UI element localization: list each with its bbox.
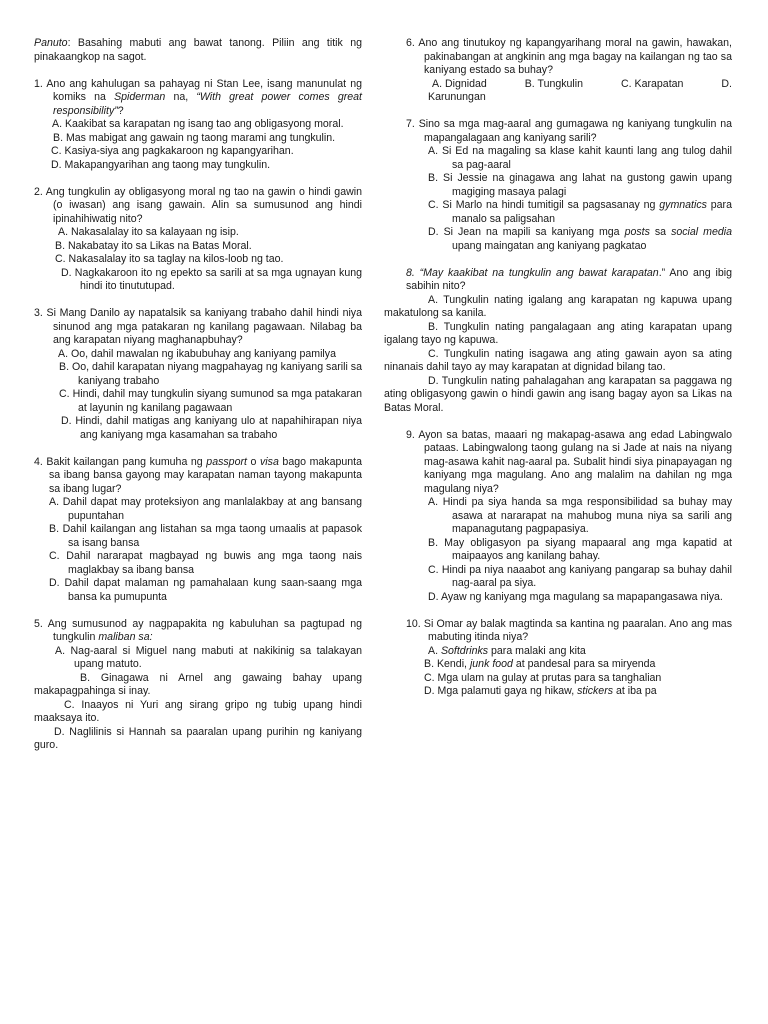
q7-c-em: gymnatics [659, 199, 707, 211]
question-7-stem: 7. Sino sa mga mag-aaral ang gumagawa ng kaniyang tungkulin na mapangalagaan ang kaniyang sarili? [406, 118, 732, 144]
q1-pre: 1. Ano ang kahulugan sa pahayag ni Stan Lee, isang manunulat ng komiks na [34, 77, 362, 103]
q1-quote: “With great power comes great responsibility” [53, 91, 362, 117]
question-2-stem: 2. Ang tungkulin ay obligasyong moral ng tao na gawin o hindi gawin (o iwasan) ang isang gawain. Alin sa sumusunod ang hindi ipinahihiwatig nito? [34, 185, 362, 225]
q9-option-b[interactable]: B. May obligasyon pa siyang mapaaral ang mga kapatid at maipaayos ang kanilang bahay. [428, 536, 732, 562]
q1-option-a[interactable]: A. Kaakibat sa karapatan ng isang tao ang obligasyong moral. [52, 118, 344, 130]
q8-option-c[interactable]: C. Tungkulin nating isagawa ang ating gawain ayon sa ating ninanais dahil tayo ay may karapatan at dignidad bilang tao. [384, 347, 732, 373]
question-9-stem: 9. Ayon sa batas, maaari ng makapag-asawa ang edad Labingwalo pataas. Labingwalong taong gulang na si Jade at nais na niyang mag-asawa kahit nag-aaral pa. Subalit hindi siya pinapayagan ng kaniyang mga magulang. Ano ang malalim na dahilan ng mga magulang niya? [406, 428, 732, 495]
q10-d-end: at iba pa [613, 685, 657, 697]
left-column [34, 37, 362, 766]
instructions-label: Panuto [34, 37, 68, 49]
q4-option-a[interactable]: A. Dahil dapat may proteksiyon ang manlalakbay at ang bansang pupuntahan [49, 496, 362, 522]
q1-end: ? [117, 104, 124, 117]
q2-option-a[interactable]: A. Nakasalalay ito sa kalayaan ng isip. [58, 226, 239, 238]
q5-option-b[interactable]: B. Ginagawa ni Arnel ang gawaing bahay upang makapagpahinga si inay. [34, 671, 362, 697]
question-4 [34, 456, 362, 605]
q10-d-pre: D. Mga palamuti gaya ng hikaw, [424, 685, 578, 697]
q1-option-d[interactable]: D. Makapangyarihan ang taong may tungkulin. [51, 158, 271, 171]
q1-option-b[interactable]: B. Mas mabigat ang gawain ng taong marami ang tungkulin. [53, 131, 336, 144]
q10-d-em: stickers [577, 685, 614, 697]
q4-mid: o [246, 455, 260, 468]
question-6-stem: 6. Ano ang tinutukoy ng kapangyarihang moral na gawin, hawakan, pakinabangan at angkinin ang mga bagay na kailangan ng tao sa kaniyang estado sa buhay? [406, 37, 732, 76]
q10-option-c[interactable]: C. Mga ulam na gulay at prutas para sa tanghalian [424, 671, 662, 684]
q5-pre: 5. Ang sumusunod ay nagpapakita ng kabuluhan sa pagtupad ng tungkulin [34, 617, 362, 643]
q7-c-pre: C. Si Marlo na hindi tumitigil sa pagsasanay ng [428, 199, 660, 211]
q6-option-b[interactable]: B. Tungkulin [524, 77, 584, 90]
right-column [384, 37, 732, 712]
q2-option-d[interactable]: D. Nagkakaroon ito ng epekto sa sarili at sa mga ugnayan kung hindi ito tinututupad. [61, 266, 362, 292]
question-10-stem: 10. Si Omar ay balak magtinda sa kantina ng paaralan. Ano ang mas mabuting itinda niya? [406, 617, 732, 643]
question-7 [384, 118, 732, 253]
q7-d-mid: sa [649, 226, 672, 238]
q10-a-end: para malaki ang kita [488, 644, 586, 657]
q4-option-b[interactable]: B. Dahil kailangan ang listahan sa mga taong umaalis at papasok sa isang bansa [49, 523, 362, 549]
q9-option-c[interactable]: C. Hindi pa niya naaabot ang kaniyang pangarap sa buhay dahil nag-aaral pa siya. [428, 563, 732, 589]
q3-option-c[interactable]: C. Hindi, dahil may tungkulin siyang sumunod sa mga patakaran at layunin ng kanilang pagawaan [59, 388, 362, 414]
q9-option-a[interactable]: A. Hindi pa siya handa sa mga responsibilidad sa buhay may asawa at nararapat na mahubog muna niya sa sarili ang mapanagutang pagpapasiya. [428, 496, 732, 535]
q10-a-em: Softdrinks [440, 644, 489, 657]
q1-em: Spiderman [114, 91, 166, 103]
question-3 [34, 307, 362, 442]
q10-b-end: at pandesal para sa miryenda [512, 658, 656, 670]
q1-option-c[interactable]: C. Kasiya-siya ang pagkakaroon ng kapangyarihan. [51, 145, 294, 157]
q10-b-em: junk food [469, 658, 513, 670]
q7-d-em1: posts [624, 226, 650, 238]
question-5-stem [34, 618, 362, 645]
q4-em1: passport [206, 455, 247, 468]
q5-option-a[interactable]: A. Nag-aaral si Miguel nang mabuti at nakikinig sa talakayan upang matuto. [55, 644, 362, 670]
q7-d-end: upang maingatan ang kaniyang pagkatao [452, 239, 647, 252]
q7-c-end: para manalo sa paligsahan [452, 199, 732, 225]
q10-option-b [384, 658, 732, 672]
q3-option-a[interactable]: A. Oo, dahil mawalan ng ikabubuhay ang kaniyang pamilya [58, 347, 336, 360]
q8-option-a[interactable]: A. Tungkulin nating igalang ang karapatan ng kapuwa upang makatulong sa kanila. [384, 293, 732, 319]
q3-option-b[interactable]: B. Oo, dahil karapatan niyang magpahayag ng kaniyang sarili sa kaniyang trabaho [59, 361, 362, 387]
q1-mid: na, [165, 91, 197, 103]
q10-option-a [384, 645, 732, 659]
q8-em: 8. “May kaakibat na tungkulin ang bawat karapatan [406, 266, 659, 279]
question-10 [384, 618, 732, 699]
question-9 [384, 429, 732, 605]
instructions-text: : Basahing mabuti ang bawat tanong. Piliin ang titik ng pinakaangkop na sagot. [34, 37, 362, 63]
question-4-stem [34, 456, 362, 497]
q7-d-em2: social media [671, 226, 732, 238]
question-3-stem: 3. Si Mang Danilo ay napatalsik sa kaniyang trabaho dahil hindi niya sinunod ang mga patakaran ng kanilang pagawaan. Nilabag ba ang karapatan niyang maghanapbuhay? [34, 307, 362, 346]
q6-option-c[interactable]: C. Karapatan [621, 77, 684, 90]
q4-option-c[interactable]: C. Dahil nararapat magbayad ng buwis ang mga taong nais maglakbay sa ibang bansa [49, 550, 362, 576]
q8-option-b[interactable]: B. Tungkulin nating pangalagaan ang ating karapatan upang igalang tayo ng kapuwa. [384, 320, 732, 346]
q6-option-d-text[interactable]: Karunungan [428, 91, 486, 103]
q4-pre: 4. Bakit kailangan pang kumuha ng [34, 455, 207, 468]
q8-end: .” Ano ang ibig sabihin nito? [406, 266, 732, 292]
instructions [34, 37, 362, 64]
q7-option-b[interactable]: B. Si Jessie na ginagawa ang lahat na gustong gawin upang magiging masaya palagi [428, 172, 732, 198]
q5-option-c[interactable]: C. Inaayos ni Yuri ang sirang gripo ng tubig upang hindi maaksaya ito. [34, 698, 362, 724]
q10-a-pre: A. [428, 644, 441, 657]
q9-option-d[interactable]: D. Ayaw ng kaniyang mga magulang sa mapapangasawa niya. [428, 590, 723, 603]
question-2 [34, 186, 362, 294]
q4-em2: visa [260, 455, 279, 468]
q5-em: maliban sa: [98, 631, 153, 643]
q5-option-d[interactable]: D. Naglilinis si Hannah sa paaralan upang purihin ng kaniyang guro. [34, 725, 362, 751]
q3-option-d[interactable]: D. Hindi, dahil matigas ang kaniyang ulo at napahihirapan niya ang kaniyang mga kasamahan sa trabaho [61, 415, 362, 441]
q7-d-pre: D. Si Jean na mapili sa kaniyang mga [428, 226, 625, 238]
q10-option-d [384, 685, 732, 699]
q6-option-a[interactable]: A. Dignidad [432, 77, 487, 90]
q2-option-c[interactable]: C. Nakasalalay ito sa taglay na kilos-loob ng tao. [55, 253, 284, 265]
question-5 [34, 618, 362, 753]
question-1-stem [34, 78, 362, 119]
q8-option-d[interactable]: D. Tungkulin nating pahalagahan ang karapatan sa paggawa ng ating obligasyong gawin o hindi gawin ang isang bagay ayon sa Likas na Batas Moral. [384, 374, 732, 414]
question-6 [384, 37, 732, 105]
q7-option-c [384, 199, 732, 226]
q4-end: bago makapunta sa ibang bansa gayong may karapatan naman tayong makapunta sa ibang lugar? [49, 455, 362, 495]
question-1 [34, 78, 362, 173]
q10-b-pre: B. Kendi, [424, 658, 470, 670]
question-8-stem [384, 267, 732, 294]
q6-option-d[interactable]: D. [721, 77, 732, 90]
q4-option-d[interactable]: D. Dahil dapat malaman ng pamahalaan kung saan-saang mga bansa ka pumupunta [49, 577, 362, 603]
q7-option-a[interactable]: A. Si Ed na magaling sa klase kahit kaunti lang ang tulog dahil sa pag-aaral [428, 145, 732, 171]
q7-option-d [384, 226, 732, 253]
question-8 [384, 267, 732, 416]
q6-options-row [384, 78, 732, 92]
q2-option-b[interactable]: B. Nakabatay ito sa Likas na Batas Moral. [55, 239, 252, 252]
